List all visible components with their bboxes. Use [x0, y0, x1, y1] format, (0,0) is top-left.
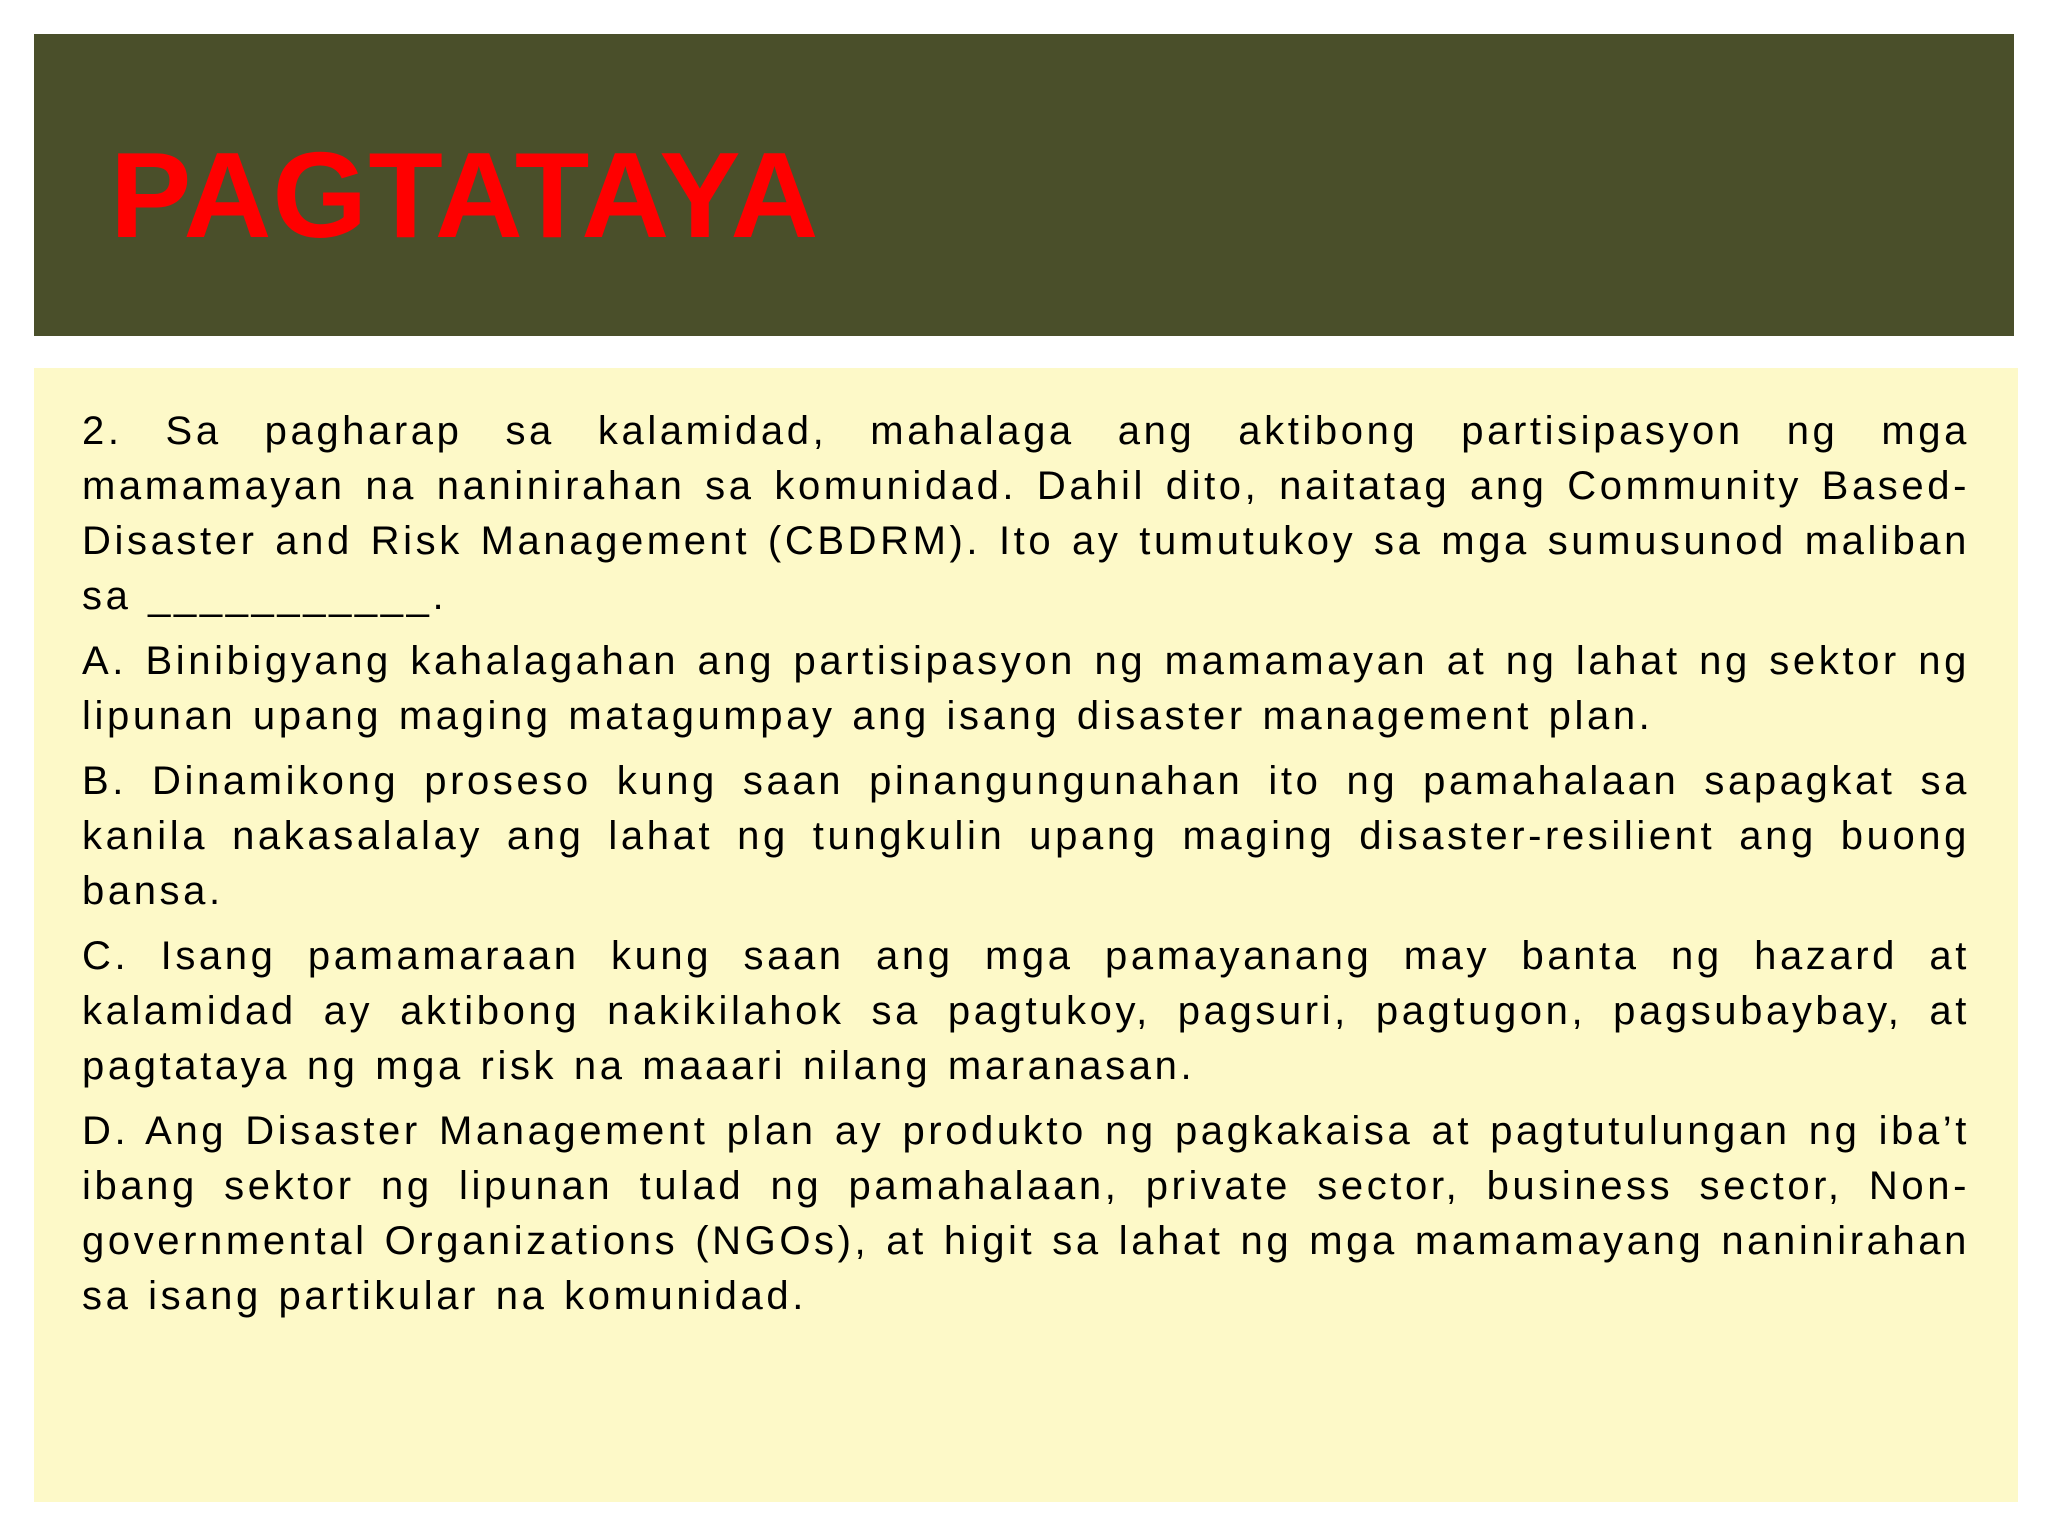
question-text: 2. Sa pagharap sa kalamidad, mahalaga ang aktibong partisipasyon ng mga mamamayan na naninirahan sa komunidad. Dahil dito, naitatag ang Community Based-Disaster and Risk Management (CBDRM). Ito ay tumutukoy sa mga sumusunod maliban sa ___________. [82, 409, 1970, 618]
choice-c: C. Isang pamamaraan kung saan ang mga pamayanang may banta ng hazard at kalamidad ay aktibong nakikilahok sa pagtukoy, pagsuri, pagtugon, pagsubaybay, at pagtataya ng mga risk na maaari nilang maranasan. [82, 934, 1970, 1088]
title-bar [34, 34, 2014, 336]
content-panel [34, 368, 2018, 1502]
choice-d: D. Ang Disaster Management plan ay produkto ng pagkakaisa at pagtutulungan ng iba’t ibang sektor ng lipunan tulad ng pamahalaan, private sector, business sector, Non-governmental Organizations (NGOs), at higit sa lahat ng mga mamamayang naninirahan sa isang partikular na komunidad. [82, 1109, 1970, 1318]
choice-a: A. Binibigyang kahalagahan ang partisipasyon ng mamamayan at ng lahat ng sektor ng lipunan upang maging matagumpay ang isang disaster management plan. [82, 639, 1970, 738]
choice-b: B. Dinamikong proseso kung saan pinangungunahan ito ng pamahalaan sapagkat sa kanila nakasalalay ang lahat ng tungkulin upang maging disaster-resilient ang buong bansa. [82, 759, 1970, 913]
slide-title: PAGTATAYA [110, 127, 820, 263]
